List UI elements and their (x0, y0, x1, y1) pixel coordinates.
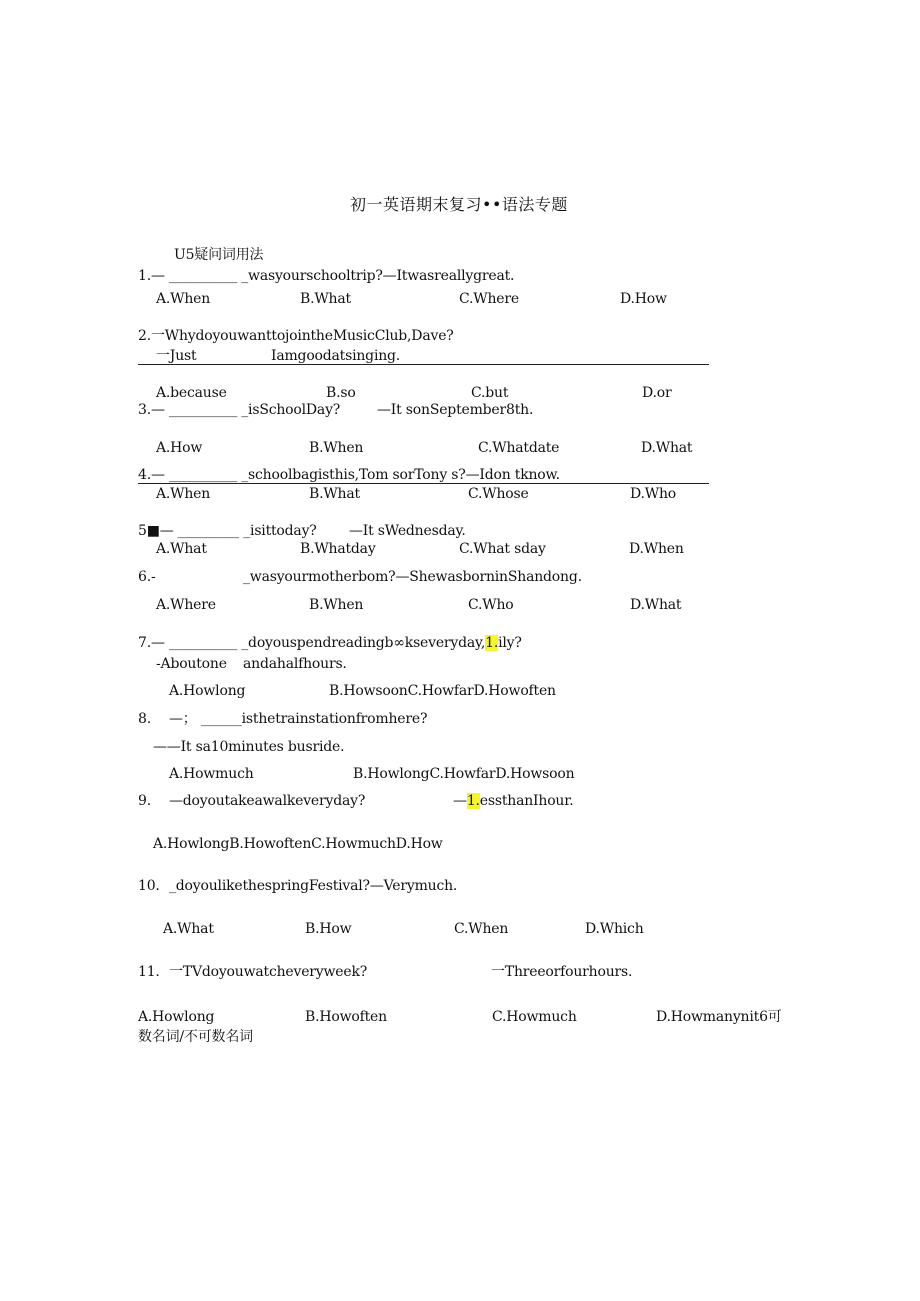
section-heading: U5疑问词用法 (174, 247, 264, 263)
q10-option-c: C.When (454, 921, 509, 937)
q3-option-d: D.What (641, 440, 693, 456)
question-3-stem: 3.— __________ _isSchoolDay? (138, 402, 341, 418)
q1-option-c: C.Where (459, 291, 519, 307)
q9-reply-end: essthanIhour. (479, 793, 574, 809)
question-6-number: 6.- (138, 569, 156, 585)
question-3-reply: —It sonSeptember8th. (377, 402, 534, 418)
q2-option-d: D.or (642, 385, 672, 401)
question-2-answer-start: 一Just (156, 348, 197, 364)
question-10-stem: _doyoulikethespringFestival?—Verymuch. (169, 878, 458, 894)
q10-option-a: A.What (163, 921, 214, 937)
question-8-reply: ——It sa10minutes busride. (153, 739, 345, 755)
q11-option-d: D.Howmanynit6可 (656, 1009, 782, 1025)
q7-options-rest: B.HowsoonC.HowfarD.Howoften (329, 683, 556, 699)
highlighted-text: 1. (485, 635, 499, 651)
q3-option-a: A.How (156, 440, 203, 456)
q4-option-b: B.What (309, 486, 360, 502)
question-7-answer-start: -Aboutone (156, 656, 227, 672)
q3-option-b: B.When (309, 440, 364, 456)
q1-option-b: B.What (300, 291, 351, 307)
q2-option-a: A.because (156, 385, 227, 401)
q11-option-c: C.Howmuch (492, 1009, 577, 1025)
q1-option-a: A.When (156, 291, 211, 307)
question-8-number: 8. (138, 711, 151, 727)
question-8-stem: —； ______isthetrainstationfromhere? (169, 711, 428, 727)
q7-stem-end: ily? (498, 635, 522, 651)
question-2-stem: 2.一WhydoyouwanttojointheMusicClub,Dave? (138, 328, 454, 344)
q10-option-d: D.Which (585, 921, 644, 937)
question-11-stem: 一TVdoyouwatcheveryweek? (169, 964, 368, 980)
question-4-stem: 4.— __________ _schoolbagisthis,Tom sorTony s?—Idon tknow. (138, 467, 560, 483)
q1-option-d: D.How (620, 291, 667, 307)
q5-option-a: A.What (156, 541, 207, 557)
page-title: 初一英语期末复习••语法专题 (350, 195, 568, 214)
question-9-reply (453, 792, 573, 810)
q4-option-c: C.Whose (468, 486, 529, 502)
q6-option-d: D.What (630, 597, 682, 613)
q9-reply-dash: — (453, 793, 467, 809)
question-1-stem: 1.— __________ _wasyourschooltrip?—Itwasreallygreat. (138, 268, 515, 284)
question-7-stem (138, 634, 522, 652)
question-9-number: 9. (138, 793, 151, 809)
footer-text: 数名词/不可数名词 (138, 1029, 253, 1045)
q8-options-rest: B.HowlongC.HowfarD.Howsoon (353, 766, 575, 782)
q6-option-a: A.Where (156, 597, 216, 613)
q4-option-d: D.Who (630, 486, 677, 502)
question-2-answer-end: Iamgoodatsinging. (271, 348, 401, 364)
q7-option-a: A.Howlong (169, 683, 246, 699)
q8-option-a: A.Howmuch (169, 766, 254, 782)
q7-stem-text: 7.— __________ _doyouspendreadingb∞kseveryday, (138, 635, 486, 651)
divider-line (138, 364, 709, 365)
question-6-stem: _wasyourmotherbom?—ShewasborninShandong. (243, 569, 582, 585)
q9-options: A.HowlongB.HowoftenC.HowmuchD.How (153, 836, 443, 852)
q5-option-d: D.When (629, 541, 684, 557)
q11-option-b: B.Howoften (305, 1009, 387, 1025)
question-11-number: 11. (138, 964, 160, 980)
question-11-reply: 一Threeorfourhours. (491, 964, 633, 980)
q3-option-c: C.Whatdate (478, 440, 560, 456)
q6-option-c: C.Who (468, 597, 514, 613)
divider-line (138, 483, 709, 484)
q2-option-c: C.but (471, 385, 509, 401)
q2-option-b: B.so (326, 385, 356, 401)
question-5-stem: 5■— _________ _isittoday? (138, 523, 317, 539)
question-9-stem: —doyoutakeawalkeveryday? (169, 793, 366, 809)
question-7-answer-end: andahalfhours. (243, 656, 347, 672)
q6-option-b: B.When (309, 597, 364, 613)
q10-option-b: B.How (305, 921, 352, 937)
q5-option-c: C.What sday (459, 541, 546, 557)
question-5-reply: —It sWednesday. (349, 523, 466, 539)
q4-option-a: A.When (156, 486, 211, 502)
q11-option-a: A.Howlong (138, 1009, 215, 1025)
question-10-number: 10. (138, 878, 160, 894)
q5-option-b: B.Whatday (300, 541, 376, 557)
highlighted-text: 1. (466, 793, 480, 809)
